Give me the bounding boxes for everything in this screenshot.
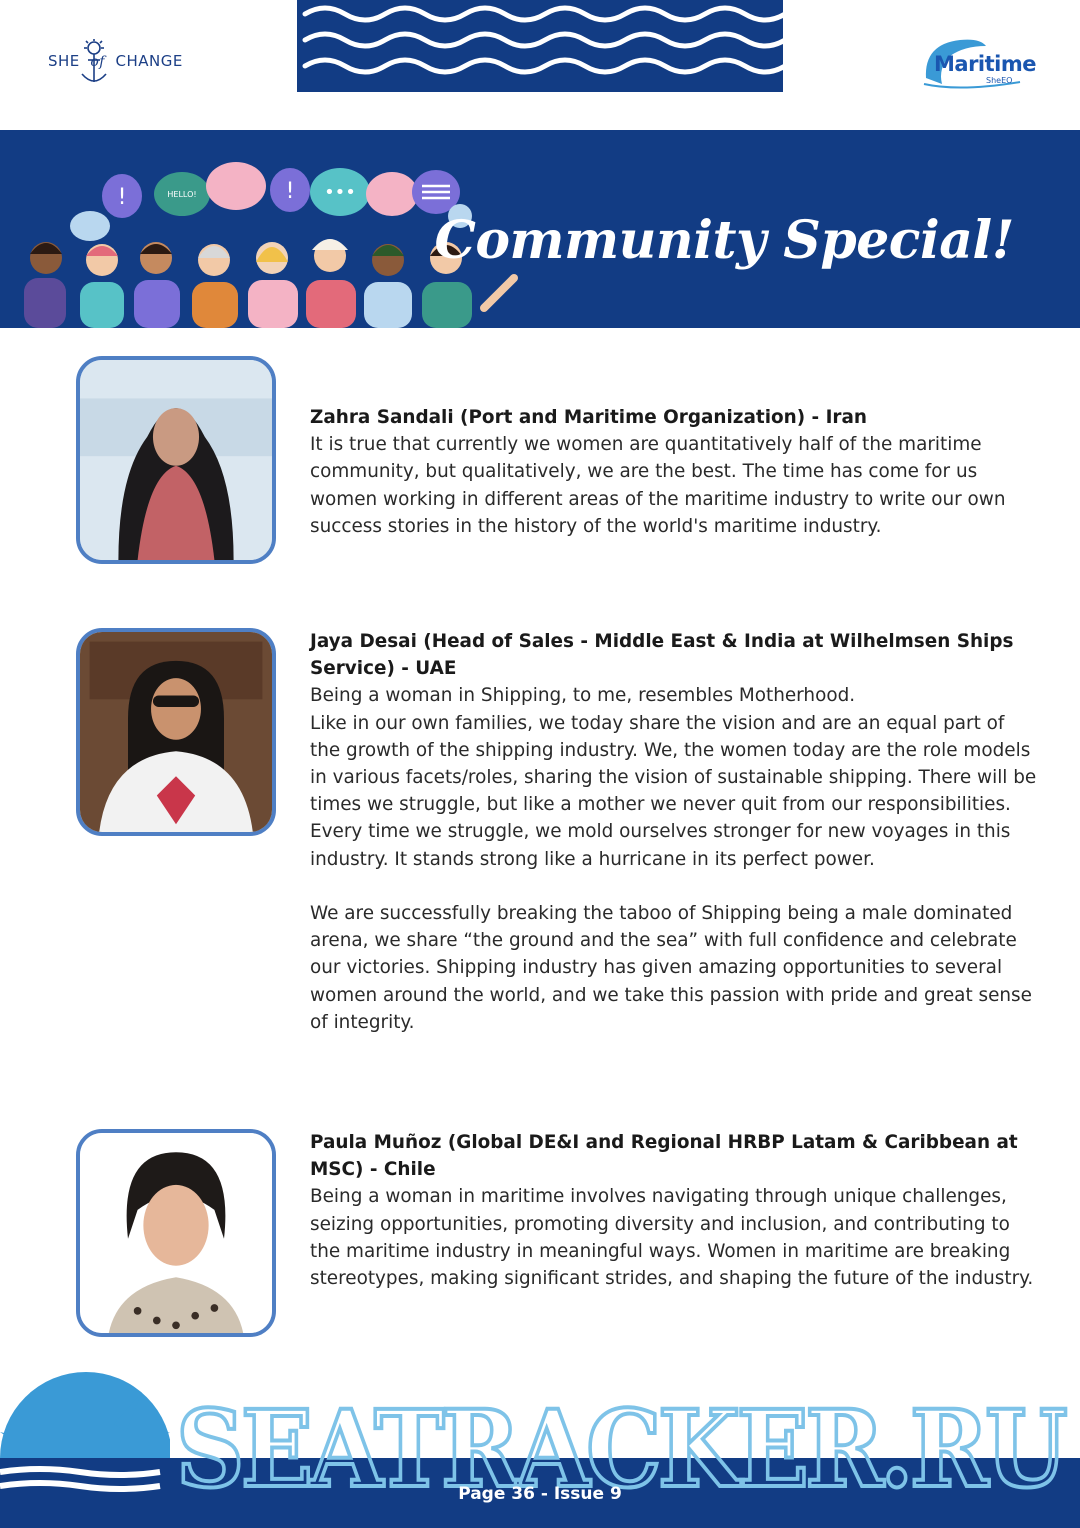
- watermark-text: SEATRACKER.RU: [176, 1394, 1067, 1498]
- seatracker-watermark: [170, 1394, 1070, 1498]
- profile-paragraph: Being a woman in maritime involves navigating through unique challenges, seizing opportunities, promoting diversity and inclusion, and contributing to the maritime industry in meaningful ways. Women in maritime are breaking stereotypes, making significant strides, and shaping the future of the industry.: [310, 1186, 1034, 1290]
- portrait-photo: [76, 1129, 276, 1337]
- profile-name: Paula Muñoz (Global DE&I and Regional HRBP Latam & Caribbean at MSC) - Chile: [310, 1132, 1018, 1181]
- bubble-text: HELLO!: [167, 190, 197, 199]
- bubble-text: •••: [324, 182, 356, 203]
- page-header: [0, 0, 1080, 130]
- portrait-photo: [76, 356, 276, 564]
- profile-text: [310, 404, 1040, 540]
- bubble-text: !: [285, 179, 295, 204]
- profile-paragraph: Being a woman in Shipping, to me, resembles Motherhood.: [310, 685, 856, 707]
- bubble-text: !: [117, 185, 127, 210]
- logo-right-sub: SheEO: [986, 76, 1013, 85]
- sun-icon: [0, 1372, 170, 1528]
- she-of-change-logo: [48, 38, 183, 88]
- portrait-photo: [76, 628, 276, 836]
- profile-text: [310, 1129, 1040, 1292]
- logo-left-text: SHE of CHANGE: [48, 52, 183, 70]
- logo-right-name: Maritime: [934, 52, 1036, 76]
- maritime-sheeo-logo: [920, 34, 1036, 92]
- profile-name: Zahra Sandali (Port and Maritime Organization) - Iran: [310, 407, 867, 428]
- profile-paragraph: We are successfully breaking the taboo of Shipping being a male dominated arena, we share “the ground and the sea” with full confidence and celebrate our victories. Shipping industry has given amazing opportunities to several women around the world, and we take this passion with pride and great sense of integrity.: [310, 903, 1032, 1033]
- profile-name: Jaya Desai (Head of Sales - Middle East & India at Wilhelmsen Ships Service) - UAE: [310, 631, 1014, 680]
- profile-paragraph: Like in our own families, we today share the vision and are an equal part of the growth of the shipping industry. We, the women today are the role models in various facets/roles, sharing the vision of sustainable shipping. There will be times we struggle, but like a mother we never quit from our responsibilities. Every time we struggle, we mold ourselves stronger for new voyages in this industry. It stands strong like a hurricane in its perfect power.: [310, 712, 1037, 870]
- banner-title: Community Special!: [434, 210, 1014, 271]
- profile-text: [310, 628, 1040, 1036]
- profile-paragraph: It is true that currently we women are quantitatively half of the maritime community, but qualitatively, we are the best. The time has come for us women working in different areas of the maritime industry to write our own success stories in the history of the world's maritime industry.: [310, 434, 1006, 537]
- wave-decoration: [297, 0, 783, 92]
- page-number: Page 36 - Issue 9: [458, 1484, 622, 1504]
- community-banner: [0, 130, 1080, 328]
